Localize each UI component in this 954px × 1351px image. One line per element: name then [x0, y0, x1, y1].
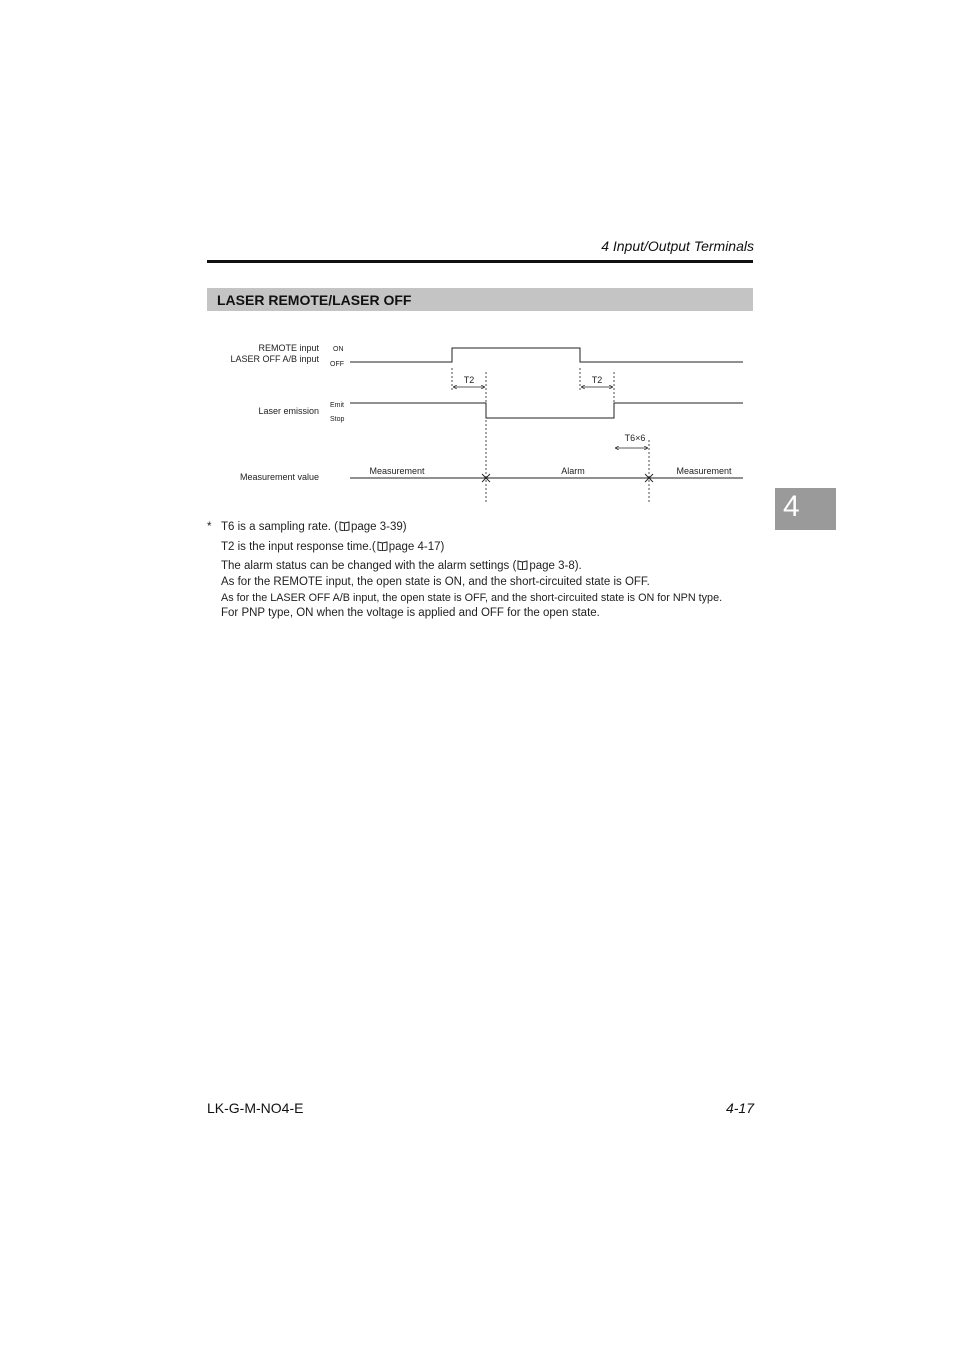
- measurement-value-label: Measurement value: [239, 472, 319, 482]
- laser-emission-label: Laser emission: [258, 406, 319, 416]
- note-sampling-rate: [221, 521, 407, 533]
- note2-text: T2 is the input response time.(: [221, 541, 376, 553]
- book-icon: [377, 541, 388, 551]
- note-laser-off-input: As for the LASER OFF A/B input, the open state is OFF, and the short-circuited state is ON for NPN type.: [221, 592, 723, 604]
- note-remote-input: As for the REMOTE input, the open state is ON, and the short-circuited state is OFF.: [221, 576, 650, 588]
- note1-text: T6 is a sampling rate. (: [221, 521, 338, 533]
- state-emit-label: Emit: [330, 402, 344, 409]
- t2-second-label: T2: [591, 375, 603, 385]
- chapter-title: 4 Input/Output Terminals: [601, 238, 754, 254]
- book-icon: [339, 521, 350, 531]
- page-number: 4-17: [725, 1100, 754, 1116]
- note-response-time: [221, 541, 444, 553]
- note2-ref: page 4-17): [388, 541, 445, 553]
- chapter-tab-number: 4: [783, 490, 800, 523]
- doc-code: LK-G-M-NO4-E: [207, 1100, 304, 1116]
- chapter-tab: [775, 488, 836, 530]
- segment-measurement-2: Measurement: [676, 466, 732, 476]
- note3-ref: page 3-8).: [529, 560, 582, 572]
- t2-first-label: T2: [463, 375, 475, 385]
- segment-measurement-1: Measurement: [369, 466, 425, 476]
- state-off-label: OFF: [330, 361, 344, 368]
- t6-label: T6×6: [624, 433, 646, 443]
- timing-diagram: [0, 0, 954, 520]
- remote-waveform: [350, 348, 743, 362]
- segment-alarm: Alarm: [561, 466, 585, 476]
- laser-off-input-label: LASER OFF A/B input: [230, 354, 319, 364]
- state-on-label: ON: [333, 346, 344, 353]
- section-title: LASER REMOTE/LASER OFF: [217, 292, 412, 308]
- laser-waveform: [350, 403, 743, 418]
- note-alarm-status: [221, 560, 582, 572]
- note-pnp-type: For PNP type, ON when the voltage is applied and OFF for the open state.: [221, 607, 600, 619]
- note-asterisk: *: [207, 521, 212, 533]
- state-stop-label: Stop: [330, 416, 345, 423]
- remote-input-label: REMOTE input: [258, 343, 319, 353]
- note3-text: The alarm status can be changed with the alarm settings (: [221, 560, 517, 572]
- book-icon: [517, 560, 528, 570]
- note1-ref: page 3-39): [350, 521, 407, 533]
